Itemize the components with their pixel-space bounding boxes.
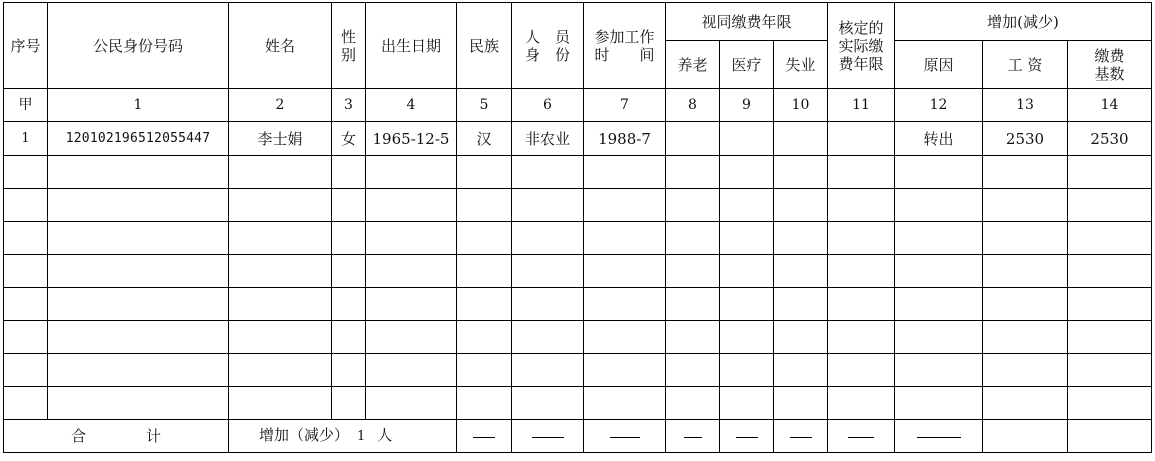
dash-line (848, 437, 874, 438)
empty-cell[interactable] (895, 189, 983, 222)
empty-row (4, 321, 1152, 354)
empty-cell[interactable] (1068, 255, 1152, 288)
index-cell: 11 (828, 89, 895, 122)
index-cell: 1 (48, 89, 229, 122)
header-personnel-identity (512, 3, 584, 89)
empty-cell[interactable] (48, 255, 229, 288)
empty-cell[interactable] (666, 156, 720, 189)
index-cell: 8 (666, 89, 720, 122)
cell-base[interactable]: 2530 (1068, 122, 1152, 156)
header-deemed-years: 视同缴费年限 (666, 3, 828, 41)
empty-cell[interactable] (584, 288, 666, 321)
empty-cell[interactable] (229, 222, 332, 255)
cell-birth-date[interactable]: 1965-12-5 (366, 122, 457, 156)
empty-cell[interactable] (332, 321, 366, 354)
total-dash-cell (895, 420, 983, 453)
empty-cell[interactable] (512, 222, 584, 255)
empty-cell[interactable] (828, 321, 895, 354)
total-label-cell (4, 420, 229, 453)
empty-cell[interactable] (512, 189, 584, 222)
index-cell: 6 (512, 89, 584, 122)
empty-cell[interactable] (229, 321, 332, 354)
empty-cell[interactable] (895, 156, 983, 189)
empty-cell[interactable] (774, 189, 828, 222)
empty-cell[interactable] (332, 156, 366, 189)
total-empty-cell[interactable] (983, 420, 1068, 453)
empty-cell[interactable] (584, 222, 666, 255)
empty-cell[interactable] (332, 189, 366, 222)
total-empty-cell[interactable] (1068, 420, 1152, 453)
empty-cell[interactable] (366, 222, 457, 255)
total-dash-cell (774, 420, 828, 453)
header-base (1068, 41, 1152, 89)
empty-cell[interactable] (720, 222, 774, 255)
cell-name[interactable]: 李士娟 (229, 122, 332, 156)
header-work-start-line-2: 时 间 (594, 45, 655, 64)
empty-cell[interactable] (666, 288, 720, 321)
empty-cell[interactable] (512, 288, 584, 321)
cell-gender[interactable]: 女 (332, 122, 366, 156)
cell-ethnicity[interactable]: 汉 (457, 122, 512, 156)
dash-line (917, 437, 961, 438)
empty-cell[interactable] (584, 156, 666, 189)
empty-cell[interactable] (512, 387, 584, 420)
empty-cell[interactable] (4, 222, 48, 255)
total-count: 1 (357, 429, 366, 444)
total-dash-cell (457, 420, 512, 453)
empty-cell[interactable] (1068, 189, 1152, 222)
empty-row (4, 189, 1152, 222)
empty-cell[interactable] (828, 189, 895, 222)
empty-cell[interactable] (774, 354, 828, 387)
empty-cell[interactable] (828, 222, 895, 255)
empty-cell[interactable] (895, 354, 983, 387)
index-cell: 10 (774, 89, 828, 122)
empty-cell[interactable] (1068, 156, 1152, 189)
empty-cell[interactable] (457, 189, 512, 222)
empty-cell[interactable] (457, 321, 512, 354)
empty-row (4, 222, 1152, 255)
header-approved-line-2: 实际缴 (838, 36, 884, 55)
dash-line (684, 437, 702, 438)
empty-cell[interactable] (584, 189, 666, 222)
dash-line (610, 437, 640, 438)
empty-cell[interactable] (1068, 354, 1152, 387)
empty-row (4, 255, 1152, 288)
total-change-cell (229, 420, 457, 453)
header-gender (332, 3, 366, 89)
empty-cell[interactable] (720, 156, 774, 189)
empty-cell[interactable] (828, 255, 895, 288)
header-identity-line-1: 人 员 (524, 27, 570, 46)
header-pension: 养老 (666, 41, 720, 89)
header-gender-line-2: 别 (340, 45, 356, 64)
header-change: 增加(减少) (895, 3, 1152, 41)
empty-cell[interactable] (4, 288, 48, 321)
empty-cell[interactable] (774, 222, 828, 255)
header-row-1 (4, 3, 1152, 41)
empty-cell[interactable] (983, 189, 1068, 222)
empty-cell[interactable] (720, 255, 774, 288)
total-dash-cell (512, 420, 584, 453)
empty-cell[interactable] (4, 321, 48, 354)
empty-cell[interactable] (895, 321, 983, 354)
dash-line (473, 437, 495, 438)
empty-row (4, 288, 1152, 321)
empty-cell[interactable] (983, 354, 1068, 387)
empty-cell[interactable] (4, 189, 48, 222)
empty-cell[interactable] (1068, 288, 1152, 321)
total-dash-cell (666, 420, 720, 453)
empty-row (4, 156, 1152, 189)
cell-unemployment[interactable] (774, 122, 828, 156)
header-reason: 原因 (895, 41, 983, 89)
header-unemployment: 失业 (774, 41, 828, 89)
empty-cell[interactable] (720, 354, 774, 387)
index-cell: 7 (584, 89, 666, 122)
empty-cell[interactable] (366, 189, 457, 222)
cell-medical[interactable] (720, 122, 774, 156)
empty-cell[interactable] (48, 189, 229, 222)
header-approved-line-1: 核定的 (838, 18, 884, 37)
empty-cell[interactable] (366, 156, 457, 189)
empty-row (4, 354, 1152, 387)
empty-cell[interactable] (584, 387, 666, 420)
empty-cell[interactable] (828, 288, 895, 321)
empty-cell[interactable] (584, 354, 666, 387)
empty-cell[interactable] (457, 354, 512, 387)
cell-identity[interactable]: 非农业 (512, 122, 584, 156)
cell-approved-years[interactable] (828, 122, 895, 156)
header-base-line-2: 基数 (1094, 64, 1125, 83)
empty-cell[interactable] (720, 189, 774, 222)
empty-cell[interactable] (828, 156, 895, 189)
total-dash-cell (828, 420, 895, 453)
empty-cell[interactable] (1068, 222, 1152, 255)
empty-cell[interactable] (895, 288, 983, 321)
empty-cell[interactable] (332, 255, 366, 288)
empty-cell[interactable] (229, 387, 332, 420)
index-cell: 13 (983, 89, 1068, 122)
empty-cell[interactable] (457, 288, 512, 321)
empty-cell[interactable] (366, 354, 457, 387)
empty-cell[interactable] (983, 387, 1068, 420)
empty-cell[interactable] (895, 255, 983, 288)
insurance-change-table (3, 2, 1152, 453)
index-cell: 甲 (4, 89, 48, 122)
index-cell: 3 (332, 89, 366, 122)
empty-cell[interactable] (983, 288, 1068, 321)
empty-cell[interactable] (457, 255, 512, 288)
empty-cell[interactable] (457, 222, 512, 255)
empty-cell[interactable] (366, 321, 457, 354)
empty-cell[interactable] (512, 321, 584, 354)
header-id-number: 公民身份号码 (48, 3, 229, 89)
header-approved-line-3: 费年限 (838, 54, 884, 73)
empty-cell[interactable] (4, 255, 48, 288)
header-identity-line-2: 身 份 (524, 45, 570, 64)
empty-cell[interactable] (457, 387, 512, 420)
cell-seq[interactable]: 1 (4, 122, 48, 156)
dash-line (532, 437, 564, 438)
empty-cell[interactable] (584, 255, 666, 288)
empty-cell[interactable] (666, 222, 720, 255)
empty-cell[interactable] (983, 222, 1068, 255)
empty-cell[interactable] (983, 156, 1068, 189)
empty-cell[interactable] (366, 288, 457, 321)
index-cell: 5 (457, 89, 512, 122)
empty-cell[interactable] (457, 156, 512, 189)
header-ethnicity: 民族 (457, 3, 512, 89)
empty-cell[interactable] (332, 222, 366, 255)
empty-cell[interactable] (512, 255, 584, 288)
empty-cell[interactable] (720, 288, 774, 321)
header-gender-line-1: 性 (340, 27, 356, 46)
header-approved-years (828, 3, 895, 89)
empty-cell[interactable] (774, 156, 828, 189)
empty-cell[interactable] (48, 321, 229, 354)
index-cell: 14 (1068, 89, 1152, 122)
empty-cell[interactable] (48, 156, 229, 189)
empty-cell[interactable] (774, 255, 828, 288)
header-birth-date: 出生日期 (366, 3, 457, 89)
empty-cell[interactable] (48, 222, 229, 255)
empty-cell[interactable] (366, 255, 457, 288)
total-dash-cell (584, 420, 666, 453)
empty-cell[interactable] (774, 387, 828, 420)
empty-cell[interactable] (666, 189, 720, 222)
empty-cell[interactable] (666, 321, 720, 354)
empty-cell[interactable] (1068, 387, 1152, 420)
empty-cell[interactable] (4, 387, 48, 420)
index-row (4, 89, 1152, 122)
empty-cell[interactable] (48, 354, 229, 387)
empty-cell[interactable] (332, 387, 366, 420)
empty-cell[interactable] (720, 321, 774, 354)
empty-cell[interactable] (512, 156, 584, 189)
empty-cell[interactable] (229, 156, 332, 189)
empty-cell[interactable] (666, 354, 720, 387)
empty-cell[interactable] (48, 387, 229, 420)
empty-cell[interactable] (895, 222, 983, 255)
empty-cell[interactable] (774, 288, 828, 321)
empty-cell[interactable] (229, 189, 332, 222)
empty-cell[interactable] (229, 255, 332, 288)
table-row (4, 122, 1152, 156)
header-medical: 医疗 (720, 41, 774, 89)
empty-cell[interactable] (4, 156, 48, 189)
cell-wage[interactable]: 2530 (983, 122, 1068, 156)
empty-cell[interactable] (666, 387, 720, 420)
index-cell: 9 (720, 89, 774, 122)
empty-cell[interactable] (366, 387, 457, 420)
cell-reason[interactable]: 转出 (895, 122, 983, 156)
header-base-line-1: 缴费 (1094, 46, 1125, 65)
empty-cell[interactable] (48, 288, 229, 321)
empty-cell[interactable] (4, 354, 48, 387)
index-cell: 2 (229, 89, 332, 122)
empty-cell[interactable] (828, 354, 895, 387)
empty-cell[interactable] (895, 387, 983, 420)
header-work-start-line-1: 参加工作 (594, 27, 655, 46)
empty-cell[interactable] (983, 321, 1068, 354)
empty-cell[interactable] (720, 387, 774, 420)
cell-work-start[interactable]: 1988-7 (584, 122, 666, 156)
empty-cell[interactable] (1068, 321, 1152, 354)
empty-cell[interactable] (512, 354, 584, 387)
total-label-2: 计 (146, 427, 162, 445)
dash-line (736, 437, 758, 438)
total-row (4, 420, 1152, 453)
index-cell: 4 (366, 89, 457, 122)
empty-cell[interactable] (774, 321, 828, 354)
total-change-label: 增加（减少） (259, 426, 350, 444)
form-table-container (3, 2, 1152, 453)
empty-cell[interactable] (332, 354, 366, 387)
total-unit: 人 (377, 426, 393, 444)
empty-cell[interactable] (332, 288, 366, 321)
empty-row (4, 387, 1152, 420)
total-label-1: 合 (70, 427, 86, 445)
empty-cell[interactable] (666, 255, 720, 288)
empty-cell[interactable] (584, 321, 666, 354)
empty-cell[interactable] (229, 288, 332, 321)
cell-id-number[interactable]: 120102196512055447 (48, 122, 229, 156)
header-work-start (584, 3, 666, 89)
cell-pension[interactable] (666, 122, 720, 156)
empty-cell[interactable] (983, 255, 1068, 288)
empty-cell[interactable] (828, 387, 895, 420)
total-dash-cell (720, 420, 774, 453)
index-cell: 12 (895, 89, 983, 122)
header-seq: 序号 (4, 3, 48, 89)
dash-line (790, 437, 812, 438)
header-wage: 工 资 (983, 41, 1068, 89)
empty-cell[interactable] (229, 354, 332, 387)
header-name: 姓名 (229, 3, 332, 89)
